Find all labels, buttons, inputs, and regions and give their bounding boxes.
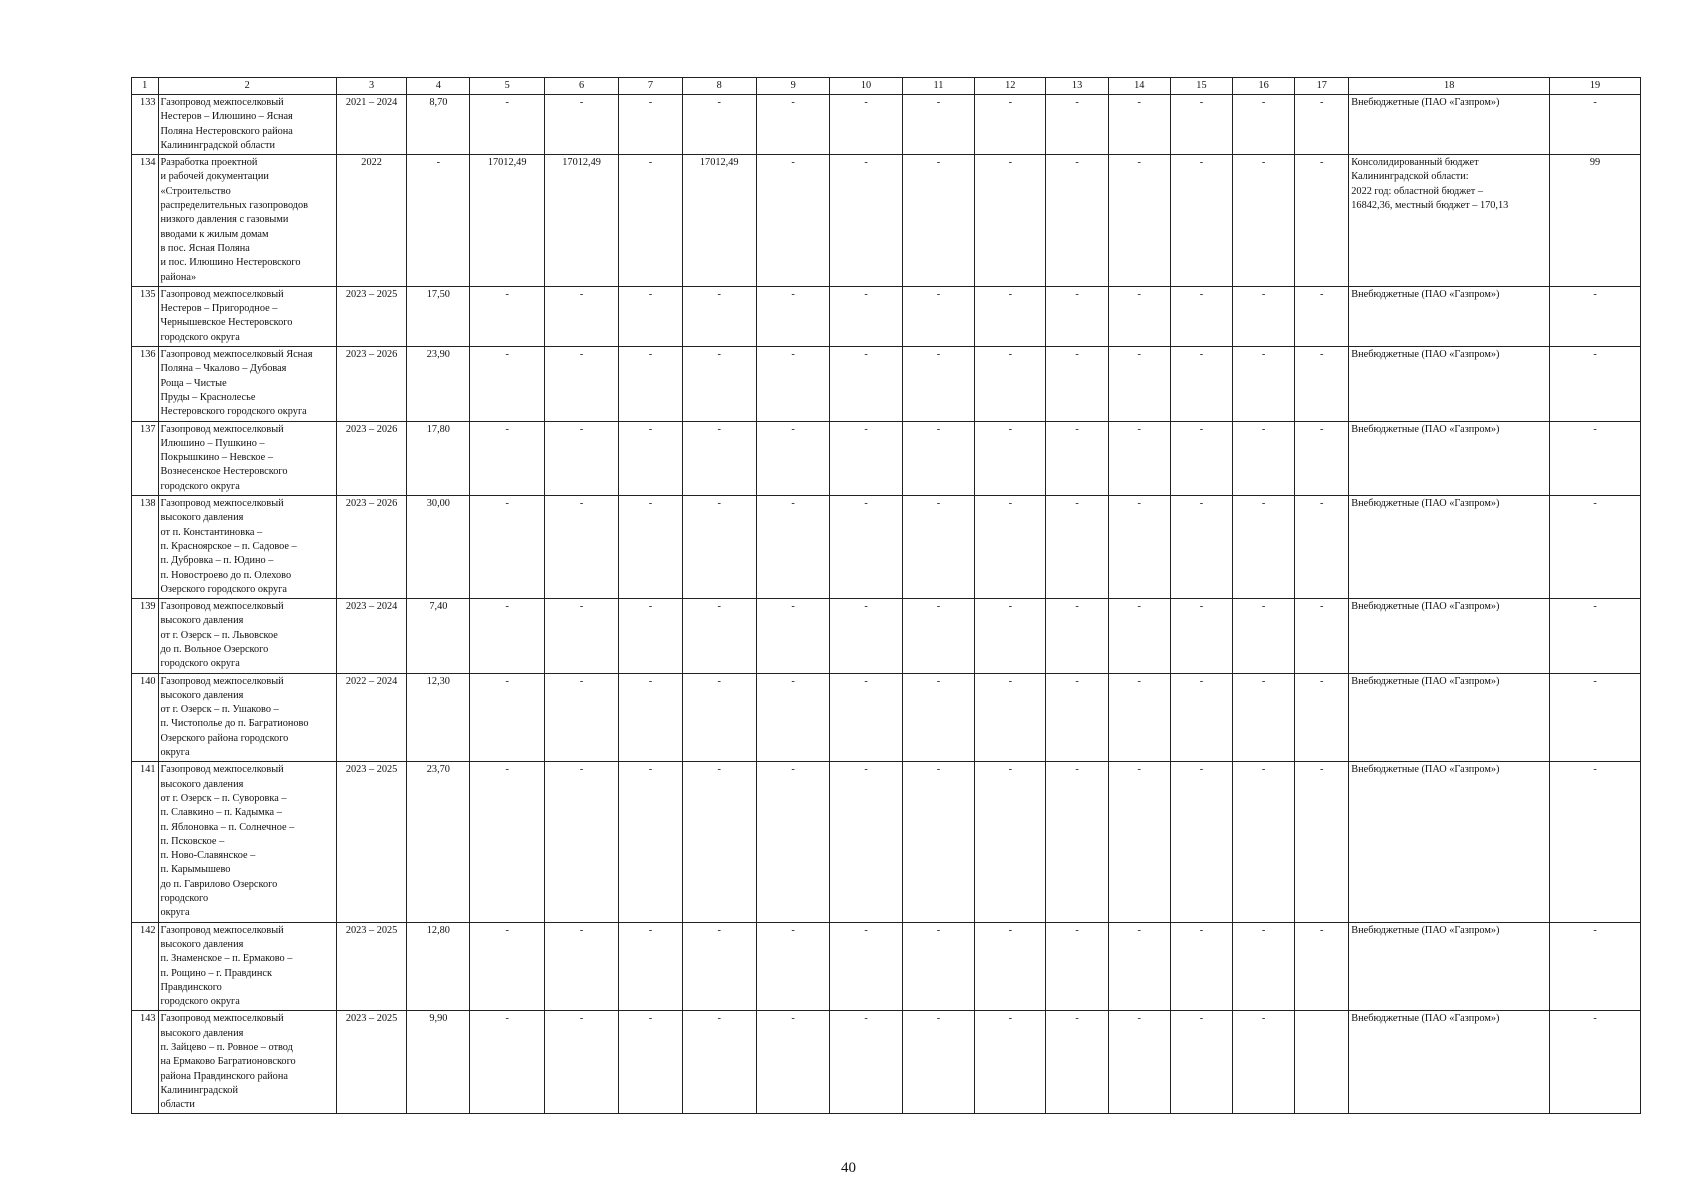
col-17-cell: - <box>1295 347 1349 421</box>
col-5-cell: - <box>470 922 544 1011</box>
col-8-cell: - <box>682 1011 756 1114</box>
col-9-cell: - <box>756 421 829 495</box>
column-header-4: 4 <box>407 78 470 95</box>
col-8-cell: - <box>682 922 756 1011</box>
col-19-cell: - <box>1550 673 1641 762</box>
column-header-5: 5 <box>470 78 544 95</box>
col-16-cell: - <box>1233 762 1295 922</box>
col-13-cell: - <box>1046 922 1108 1011</box>
col-6-cell: - <box>544 1011 618 1114</box>
col-15-cell: - <box>1170 762 1232 922</box>
col-6-cell: - <box>544 347 618 421</box>
col-11-cell: - <box>902 286 974 346</box>
col-19-cell: - <box>1550 599 1641 673</box>
col-11-cell: - <box>902 922 974 1011</box>
object-name-cell: Газопровод межпоселковый Нестеров – Илюшино – Ясная Поляна Нестеровского района Калининградской области <box>158 95 336 155</box>
col-12-cell: - <box>975 1011 1046 1114</box>
col-19-cell: - <box>1550 1011 1641 1114</box>
period-cell: 2021 – 2024 <box>336 95 406 155</box>
length-km-cell: 12,80 <box>407 922 470 1011</box>
col-14-cell: - <box>1108 95 1170 155</box>
col-15-cell: - <box>1170 286 1232 346</box>
table-row <box>132 673 1641 762</box>
col-10-cell: - <box>830 673 902 762</box>
col-12-cell: - <box>975 286 1046 346</box>
col-15-cell: - <box>1170 673 1232 762</box>
col-11-cell: - <box>902 496 974 599</box>
period-cell: 2023 – 2025 <box>336 762 406 922</box>
col-12-cell: - <box>975 922 1046 1011</box>
row-number-cell: 143 <box>132 1011 159 1114</box>
funding-source-cell: Внебюджетные (ПАО «Газпром») <box>1349 762 1550 922</box>
object-name-cell: Газопровод межпоселковый Илюшино – Пушкино – Покрышкино – Невское – Вознесенское Нестеровского городского округа <box>158 421 336 495</box>
col-19-cell: - <box>1550 286 1641 346</box>
col-16-cell: - <box>1233 1011 1295 1114</box>
col-7-cell: - <box>619 421 682 495</box>
col-10-cell: - <box>830 1011 902 1114</box>
col-15-cell: - <box>1170 922 1232 1011</box>
col-12-cell: - <box>975 762 1046 922</box>
col-6-cell: - <box>544 673 618 762</box>
col-5-cell: - <box>470 673 544 762</box>
col-19-cell: 99 <box>1550 155 1641 287</box>
column-header-16: 16 <box>1233 78 1295 95</box>
object-name-cell: Газопровод межпоселковый Нестеров – Пригородное – Чернышевское Нестеровского городского округа <box>158 286 336 346</box>
col-5-cell: - <box>470 599 544 673</box>
col-9-cell: - <box>756 922 829 1011</box>
col-16-cell: - <box>1233 286 1295 346</box>
length-km-cell: - <box>407 155 470 287</box>
col-16-cell: - <box>1233 155 1295 287</box>
table-row <box>132 95 1641 155</box>
length-km-cell: 12,30 <box>407 673 470 762</box>
length-km-cell: 9,90 <box>407 1011 470 1114</box>
col-13-cell: - <box>1046 286 1108 346</box>
investment-table <box>131 77 1641 1114</box>
col-15-cell: - <box>1170 347 1232 421</box>
col-15-cell: - <box>1170 496 1232 599</box>
col-12-cell: - <box>975 421 1046 495</box>
column-header-10: 10 <box>830 78 902 95</box>
col-17-cell: - <box>1295 922 1349 1011</box>
row-number-cell: 142 <box>132 922 159 1011</box>
row-number-cell: 134 <box>132 155 159 287</box>
col-15-cell: - <box>1170 421 1232 495</box>
col-9-cell: - <box>756 347 829 421</box>
col-15-cell: - <box>1170 1011 1232 1114</box>
col-12-cell: - <box>975 496 1046 599</box>
object-name-cell: Разработка проектной и рабочей документации «Строительство распределительных газопроводов низкого давления с газовыми вводами к жилым домам в пос. Ясная Поляна и пос. Илюшино Нестеровского района» <box>158 155 336 287</box>
column-header-19: 19 <box>1550 78 1641 95</box>
col-11-cell: - <box>902 155 974 287</box>
table-row <box>132 762 1641 922</box>
period-cell: 2023 – 2025 <box>336 1011 406 1114</box>
object-name-cell: Газопровод межпоселковый высокого давления от п. Константиновка – п. Красноярское – п. Садовое – п. Дубровка – п. Юдино – п. Новостроево до п. Олехово Озерского городского округа <box>158 496 336 599</box>
col-5-cell: - <box>470 421 544 495</box>
length-km-cell: 23,90 <box>407 347 470 421</box>
object-name-cell: Газопровод межпоселковый высокого давления от г. Озерск – п. Львовское до п. Вольное Озерского городского округа <box>158 599 336 673</box>
length-km-cell: 7,40 <box>407 599 470 673</box>
column-header-3: 3 <box>336 78 406 95</box>
col-8-cell: - <box>682 95 756 155</box>
funding-source-cell: Внебюджетные (ПАО «Газпром») <box>1349 1011 1550 1114</box>
column-header-1: 1 <box>132 78 159 95</box>
col-7-cell: - <box>619 1011 682 1114</box>
period-cell: 2022 – 2024 <box>336 673 406 762</box>
col-6-cell: - <box>544 922 618 1011</box>
table-row <box>132 1011 1641 1114</box>
funding-source-cell: Консолидированный бюджет Калининградской области: 2022 год: областной бюджет – 16842,36, местный бюджет – 170,13 <box>1349 155 1550 287</box>
length-km-cell: 23,70 <box>407 762 470 922</box>
col-9-cell: - <box>756 762 829 922</box>
column-header-6: 6 <box>544 78 618 95</box>
col-7-cell: - <box>619 673 682 762</box>
object-name-cell: Газопровод межпоселковый Ясная Поляна – Чкалово – Дубовая Роща – Чистые Пруды – Краснолесье Нестеровского городского округа <box>158 347 336 421</box>
col-16-cell: - <box>1233 599 1295 673</box>
col-6-cell: - <box>544 496 618 599</box>
col-14-cell: - <box>1108 155 1170 287</box>
col-13-cell: - <box>1046 599 1108 673</box>
col-13-cell: - <box>1046 421 1108 495</box>
column-header-13: 13 <box>1046 78 1108 95</box>
col-13-cell: - <box>1046 673 1108 762</box>
col-10-cell: - <box>830 95 902 155</box>
col-9-cell: - <box>756 95 829 155</box>
col-8-cell: - <box>682 347 756 421</box>
funding-source-cell: Внебюджетные (ПАО «Газпром») <box>1349 599 1550 673</box>
col-11-cell: - <box>902 347 974 421</box>
table-row <box>132 599 1641 673</box>
col-11-cell: - <box>902 673 974 762</box>
col-8-cell: - <box>682 673 756 762</box>
col-12-cell: - <box>975 599 1046 673</box>
col-6-cell: - <box>544 762 618 922</box>
col-19-cell: - <box>1550 421 1641 495</box>
table-row <box>132 155 1641 287</box>
row-number-cell: 141 <box>132 762 159 922</box>
column-header-8: 8 <box>682 78 756 95</box>
col-9-cell: - <box>756 1011 829 1114</box>
col-9-cell: - <box>756 496 829 599</box>
col-19-cell: - <box>1550 347 1641 421</box>
col-17-cell: - <box>1295 762 1349 922</box>
column-header-14: 14 <box>1108 78 1170 95</box>
object-name-cell: Газопровод межпоселковый высокого давления от г. Озерск – п. Суворовка – п. Славкино – п. Кадымка – п. Яблоновка – п. Солнечное – п. Псковское – п. Ново-Славянское – п. Карымышево до п. Гаврилово Озерского городского округа <box>158 762 336 922</box>
col-15-cell: - <box>1170 599 1232 673</box>
col-9-cell: - <box>756 673 829 762</box>
col-5-cell: - <box>470 762 544 922</box>
col-17-cell: - <box>1295 286 1349 346</box>
col-5-cell: - <box>470 496 544 599</box>
table-row <box>132 496 1641 599</box>
col-11-cell: - <box>902 599 974 673</box>
col-13-cell: - <box>1046 1011 1108 1114</box>
col-7-cell: - <box>619 347 682 421</box>
col-14-cell: - <box>1108 922 1170 1011</box>
col-10-cell: - <box>830 347 902 421</box>
length-km-cell: 30,00 <box>407 496 470 599</box>
funding-source-cell: Внебюджетные (ПАО «Газпром») <box>1349 496 1550 599</box>
col-5-cell: - <box>470 95 544 155</box>
col-6-cell: - <box>544 421 618 495</box>
col-7-cell: - <box>619 599 682 673</box>
col-10-cell: - <box>830 762 902 922</box>
period-cell: 2023 – 2026 <box>336 347 406 421</box>
col-19-cell: - <box>1550 496 1641 599</box>
col-7-cell: - <box>619 496 682 599</box>
funding-source-cell: Внебюджетные (ПАО «Газпром») <box>1349 286 1550 346</box>
col-8-cell: - <box>682 286 756 346</box>
table-row <box>132 286 1641 346</box>
column-header-15: 15 <box>1170 78 1232 95</box>
row-number-cell: 133 <box>132 95 159 155</box>
col-19-cell: - <box>1550 762 1641 922</box>
col-16-cell: - <box>1233 421 1295 495</box>
col-13-cell: - <box>1046 762 1108 922</box>
col-17-cell: - <box>1295 599 1349 673</box>
col-8-cell: 17012,49 <box>682 155 756 287</box>
object-name-cell: Газопровод межпоселковый высокого давления п. Зайцево – п. Ровное – отвод на Ермаково Багратионовского района Правдинского района Калининградской области <box>158 1011 336 1114</box>
funding-source-cell: Внебюджетные (ПАО «Газпром») <box>1349 673 1550 762</box>
column-header-17: 17 <box>1295 78 1349 95</box>
col-7-cell: - <box>619 922 682 1011</box>
funding-source-cell: Внебюджетные (ПАО «Газпром») <box>1349 421 1550 495</box>
document-sheet <box>131 77 1641 1114</box>
page-number: 40 <box>841 1160 856 1176</box>
length-km-cell: 17,80 <box>407 421 470 495</box>
col-11-cell: - <box>902 762 974 922</box>
col-19-cell: - <box>1550 95 1641 155</box>
col-10-cell: - <box>830 599 902 673</box>
col-17-cell: - <box>1295 155 1349 287</box>
column-header-12: 12 <box>975 78 1046 95</box>
column-header-11: 11 <box>902 78 974 95</box>
col-12-cell: - <box>975 95 1046 155</box>
period-cell: 2023 – 2026 <box>336 421 406 495</box>
funding-source-cell: Внебюджетные (ПАО «Газпром») <box>1349 95 1550 155</box>
row-number-cell: 136 <box>132 347 159 421</box>
col-14-cell: - <box>1108 1011 1170 1114</box>
row-number-cell: 139 <box>132 599 159 673</box>
col-9-cell: - <box>756 155 829 287</box>
col-5-cell: 17012,49 <box>470 155 544 287</box>
period-cell: 2023 – 2025 <box>336 286 406 346</box>
table-body <box>132 78 1641 1114</box>
column-header-7: 7 <box>619 78 682 95</box>
col-8-cell: - <box>682 421 756 495</box>
col-9-cell: - <box>756 599 829 673</box>
col-13-cell: - <box>1046 95 1108 155</box>
period-cell: 2023 – 2026 <box>336 496 406 599</box>
period-cell: 2022 <box>336 155 406 287</box>
col-10-cell: - <box>830 922 902 1011</box>
col-5-cell: - <box>470 347 544 421</box>
col-9-cell: - <box>756 286 829 346</box>
row-number-cell: 135 <box>132 286 159 346</box>
col-10-cell: - <box>830 155 902 287</box>
col-17-cell: - <box>1295 421 1349 495</box>
column-header-2: 2 <box>158 78 336 95</box>
col-14-cell: - <box>1108 421 1170 495</box>
period-cell: 2023 – 2025 <box>336 922 406 1011</box>
col-11-cell: - <box>902 421 974 495</box>
col-11-cell: - <box>902 95 974 155</box>
col-14-cell: - <box>1108 762 1170 922</box>
col-17-cell: - <box>1295 95 1349 155</box>
col-6-cell: - <box>544 286 618 346</box>
period-cell: 2023 – 2024 <box>336 599 406 673</box>
col-16-cell: - <box>1233 95 1295 155</box>
column-number-header <box>132 78 1641 95</box>
col-10-cell: - <box>830 421 902 495</box>
col-16-cell: - <box>1233 922 1295 1011</box>
col-7-cell: - <box>619 155 682 287</box>
col-10-cell: - <box>830 496 902 599</box>
funding-source-cell: Внебюджетные (ПАО «Газпром») <box>1349 347 1550 421</box>
col-5-cell: - <box>470 286 544 346</box>
col-16-cell: - <box>1233 347 1295 421</box>
col-12-cell: - <box>975 673 1046 762</box>
col-10-cell: - <box>830 286 902 346</box>
col-6-cell: - <box>544 599 618 673</box>
col-15-cell: - <box>1170 155 1232 287</box>
col-7-cell: - <box>619 95 682 155</box>
row-number-cell: 138 <box>132 496 159 599</box>
table-row <box>132 347 1641 421</box>
col-7-cell: - <box>619 286 682 346</box>
col-16-cell: - <box>1233 673 1295 762</box>
col-8-cell: - <box>682 762 756 922</box>
col-17-cell <box>1295 1011 1349 1114</box>
col-12-cell: - <box>975 155 1046 287</box>
col-14-cell: - <box>1108 286 1170 346</box>
col-16-cell: - <box>1233 496 1295 599</box>
funding-source-cell: Внебюджетные (ПАО «Газпром») <box>1349 922 1550 1011</box>
col-6-cell: - <box>544 95 618 155</box>
col-6-cell: 17012,49 <box>544 155 618 287</box>
length-km-cell: 8,70 <box>407 95 470 155</box>
col-8-cell: - <box>682 496 756 599</box>
row-number-cell: 140 <box>132 673 159 762</box>
object-name-cell: Газопровод межпоселковый высокого давления п. Знаменское – п. Ермаково – п. Рощино – г. Правдинск Правдинского городского округа <box>158 922 336 1011</box>
col-17-cell: - <box>1295 673 1349 762</box>
column-header-18: 18 <box>1349 78 1550 95</box>
col-5-cell: - <box>470 1011 544 1114</box>
col-13-cell: - <box>1046 347 1108 421</box>
col-17-cell: - <box>1295 496 1349 599</box>
object-name-cell: Газопровод межпоселковый высокого давления от г. Озерск – п. Ушаково – п. Чистополье до п. Багратионово Озерского района городского округа <box>158 673 336 762</box>
column-header-9: 9 <box>756 78 829 95</box>
col-7-cell: - <box>619 762 682 922</box>
table-row <box>132 421 1641 495</box>
col-13-cell: - <box>1046 155 1108 287</box>
length-km-cell: 17,50 <box>407 286 470 346</box>
col-14-cell: - <box>1108 347 1170 421</box>
col-14-cell: - <box>1108 673 1170 762</box>
col-8-cell: - <box>682 599 756 673</box>
col-11-cell: - <box>902 1011 974 1114</box>
col-19-cell: - <box>1550 922 1641 1011</box>
row-number-cell: 137 <box>132 421 159 495</box>
col-14-cell: - <box>1108 599 1170 673</box>
col-14-cell: - <box>1108 496 1170 599</box>
col-15-cell: - <box>1170 95 1232 155</box>
col-12-cell: - <box>975 347 1046 421</box>
col-13-cell: - <box>1046 496 1108 599</box>
table-row <box>132 922 1641 1011</box>
